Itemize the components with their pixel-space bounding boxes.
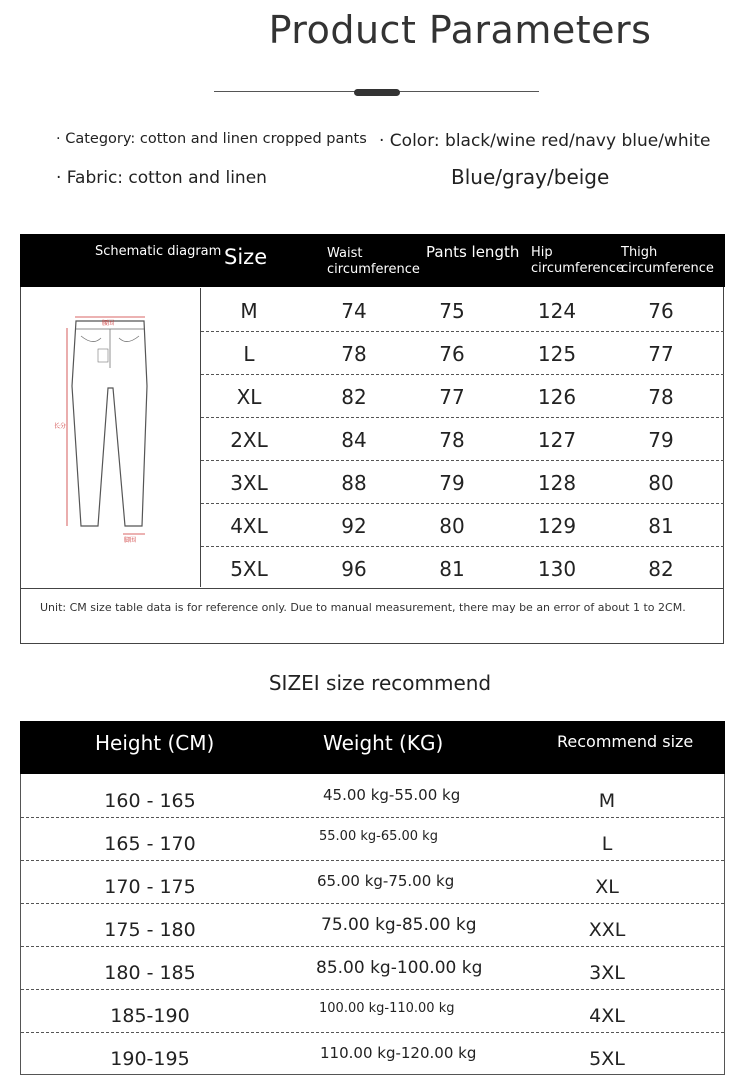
- size-cell-hip: 126: [537, 385, 577, 409]
- length-label: 长分: [54, 423, 67, 430]
- recommend-height: 190-195: [110, 1048, 190, 1070]
- size-cell-waist: 78: [341, 342, 367, 366]
- recommend-size: XL: [595, 876, 619, 898]
- size-table-footer-line: [21, 588, 724, 589]
- right-pocket: [119, 336, 139, 342]
- size-cell-size: L: [243, 342, 255, 366]
- size-table-row-divider: [201, 417, 724, 418]
- header-waist: [327, 246, 420, 278]
- recommend-weight: 55.00 kg-65.00 kg: [319, 829, 438, 844]
- coin-pocket: [98, 349, 108, 362]
- size-cell-waist: 74: [341, 299, 367, 323]
- recommend-size: L: [601, 833, 613, 855]
- recommend-row-divider: [21, 1032, 724, 1033]
- page-title: Product Parameters: [268, 8, 652, 52]
- size-cell-thigh: 76: [648, 299, 674, 323]
- size-table-row-divider: [201, 546, 724, 547]
- recommend-height: 160 - 165: [104, 790, 196, 812]
- header-hip-line1: Hip: [531, 245, 553, 260]
- header-hip-line2: circumference: [531, 261, 624, 276]
- size-cell-hip: 124: [537, 299, 577, 323]
- param-color: · Color: black/wine red/navy blue/white: [379, 131, 711, 151]
- header-thigh: [621, 245, 714, 277]
- size-table-row-divider: [201, 460, 724, 461]
- header-thigh-line2: circumference: [621, 261, 714, 276]
- header-waist-line2: circumference: [327, 262, 420, 277]
- recommend-weight: 85.00 kg-100.00 kg: [316, 958, 483, 978]
- recommend-size: 5XL: [589, 1048, 625, 1070]
- size-cell-hip: 127: [537, 428, 577, 452]
- size-cell-size: M: [240, 299, 258, 323]
- size-cell-thigh: 82: [648, 557, 674, 581]
- recommend-weight: 65.00 kg-75.00 kg: [317, 872, 455, 890]
- param-category: · Category: cotton and linen cropped pants: [56, 131, 367, 147]
- recommend-size: XXL: [588, 919, 626, 941]
- size-cell-thigh: 81: [648, 514, 674, 538]
- size-cell-hip: 130: [537, 557, 577, 581]
- size-cell-waist: 96: [341, 557, 367, 581]
- schematic-diagram-cell: [21, 288, 201, 587]
- recommend-size: 3XL: [589, 962, 625, 984]
- size-cell-length: 77: [439, 385, 465, 409]
- size-cell-size: 3XL: [230, 471, 268, 495]
- size-table-row-divider: [201, 503, 724, 504]
- header-recommend-size: Recommend size: [557, 732, 694, 751]
- size-cell-waist: 84: [341, 428, 367, 452]
- recommend-row-divider: [21, 946, 724, 947]
- recommend-weight: 100.00 kg-110.00 kg: [319, 1001, 455, 1016]
- title-divider-knob: [354, 89, 400, 96]
- recommend-size: 4XL: [589, 1005, 625, 1027]
- recommend-weight: 110.00 kg-120.00 kg: [320, 1044, 477, 1062]
- header-schematic: Schematic diagram: [95, 244, 222, 259]
- size-cell-waist: 92: [341, 514, 367, 538]
- recommend-row-divider: [21, 817, 724, 818]
- size-cell-size: 5XL: [230, 557, 268, 581]
- recommend-height: 175 - 180: [104, 919, 196, 941]
- size-cell-length: 81: [439, 557, 465, 581]
- pants-diagram: [21, 288, 200, 587]
- recommend-row-divider: [21, 860, 724, 861]
- size-cell-thigh: 80: [648, 471, 674, 495]
- recommend-row-divider: [21, 903, 724, 904]
- recommend-weight: 75.00 kg-85.00 kg: [321, 915, 477, 935]
- size-cell-length: 80: [439, 514, 465, 538]
- size-cell-size: XL: [236, 385, 262, 409]
- recommend-size: M: [598, 790, 616, 812]
- recommend-title: SIZEI size recommend: [268, 671, 492, 695]
- recommend-height: 170 - 175: [104, 876, 196, 898]
- recommend-weight: 45.00 kg-55.00 kg: [323, 786, 461, 804]
- left-pocket: [81, 336, 101, 342]
- size-table-note: Unit: CM size table data is for reference only. Due to manual measurement, there may be an error of about 1 to 2CM.: [40, 601, 686, 614]
- hem-label: 脚围: [124, 537, 137, 544]
- recommend-height: 165 - 170: [104, 833, 196, 855]
- header-size: Size: [224, 245, 268, 269]
- header-pants-length: Pants length: [426, 243, 520, 261]
- size-cell-length: 76: [439, 342, 465, 366]
- size-cell-length: 75: [439, 299, 465, 323]
- size-cell-size: 4XL: [230, 514, 268, 538]
- size-table-row-divider: [201, 331, 724, 332]
- pants-outline: [72, 321, 147, 526]
- size-cell-thigh: 78: [648, 385, 674, 409]
- param-color-continued: Blue/gray/beige: [451, 165, 610, 189]
- size-cell-waist: 82: [341, 385, 367, 409]
- header-hip: [531, 245, 624, 277]
- param-fabric: · Fabric: cotton and linen: [56, 168, 267, 188]
- recommend-height: 185-190: [110, 1005, 190, 1027]
- size-cell-size: 2XL: [230, 428, 268, 452]
- size-cell-length: 78: [439, 428, 465, 452]
- size-cell-waist: 88: [341, 471, 367, 495]
- header-waist-line1: Waist: [327, 246, 363, 261]
- header-weight: Weight (KG): [323, 731, 444, 755]
- size-cell-thigh: 77: [648, 342, 674, 366]
- size-table-row-divider: [201, 374, 724, 375]
- size-cell-hip: 128: [537, 471, 577, 495]
- recommend-height: 180 - 185: [104, 962, 196, 984]
- header-height: Height (CM): [95, 731, 215, 755]
- size-cell-hip: 129: [537, 514, 577, 538]
- size-cell-thigh: 79: [648, 428, 674, 452]
- size-cell-hip: 125: [537, 342, 577, 366]
- header-thigh-line1: Thigh: [621, 245, 658, 260]
- size-cell-length: 79: [439, 471, 465, 495]
- recommend-row-divider: [21, 989, 724, 990]
- waist-label: 腰围: [102, 320, 115, 327]
